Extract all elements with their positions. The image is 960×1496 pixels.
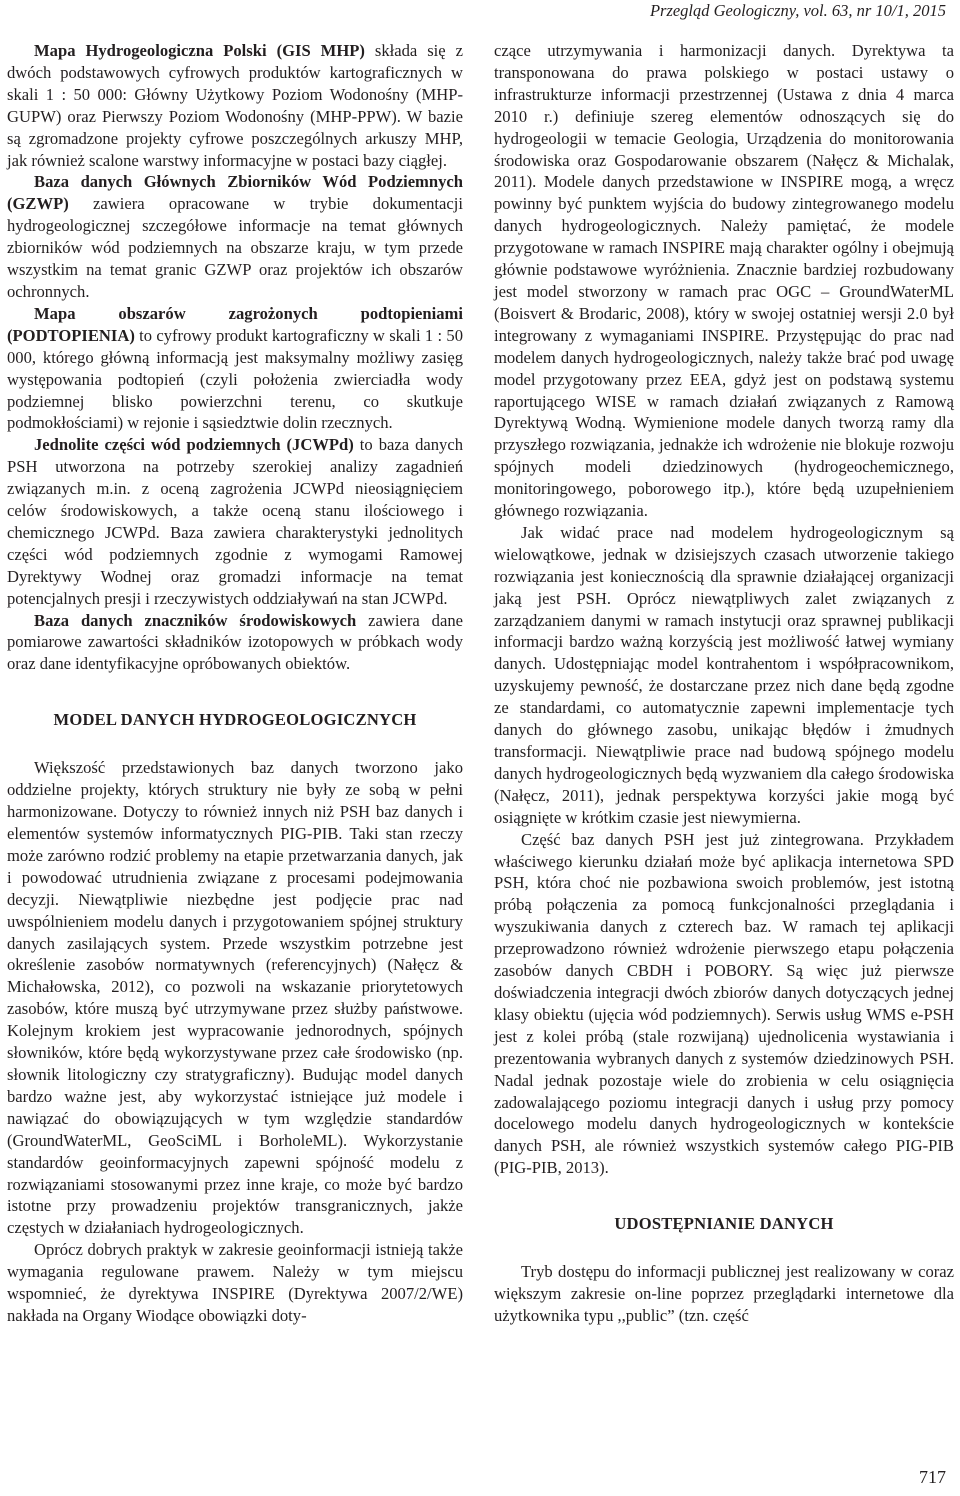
paragraph-inspire: czące utrzymywania i harmonizacji danych. Dyrektywa ta transponowana do prawa polskiego w postaci ustawy o infrastrukturze informacji przestrzennej (Ustawa z dnia 4 marca 2010 r.) definiuje szereg elementów odnoszących się do hydrogeologii w temacie Geologia, Urządzenia do monitorowania środowiska oraz Gospodarowanie obszarem (Nałęcz & Michalak, 2011). Modele danych przedstawione w INSPIRE mogą, a wręcz powinny być punktem wyjścia do budowy zintegrowanego modelu danych hydrogeologicznych. Należy pamiętać, że modele przygotowane w ramach INSPIRE mają charakter ogólny i obejmują głównie podstawowe wyróżnienia. Znacznie bardziej rozbudowany jest model stworzony w ramach prac OGC – GroundWaterML (Boisvert & Brodaric, 2008), który w swojej ostatniej wersji 2.0 był integrowany z wymaganiami INSPIRE. Przystępując do prac nad modelem danych hydrogeologicznych, należy także brać pod uwagę model przygotowany przez EEA, gdyż jest on podstawą systemu raportującego WISE w ramach działań związanych z Ramową Dyrektywą Wodną. Wymienione modele danych tworzą ramy dla przyszłego rozwiązania, jednakże ich wdrożenie nie blokuje rozwoju spójnych modeli dziedzinowych (hydrogeochemicznego, monitoringowego, poborowego itp.), które będą uzupełnieniem głównego rozwiązania. <box>494 41 954 521</box>
term-gis-mhp: Mapa Hydrogeologiczna Polski (GIS MHP) <box>34 41 365 60</box>
term-znaczniki: Baza danych znaczników środowiskowych <box>34 610 357 630</box>
running-header: Przegląd Geologiczny, vol. 63, nr 10/1, 2015 <box>649 1 946 20</box>
paragraph-model-1: Większość przedstawionych baz danych tworzono jako oddzielne projekty, których struktury nie były ze sobą w pełni harmonizowane. Dotyczy to również innych niż PSH baz danych i elementów systemów informatycznych PIG-PIB. Taki stan rzeczy może zarówno rodzić problemy na etapie przetwarzania danych, jak i powodować utrudnienia związane z procesami podejmowania decyzji. Niewątpliwie niezbędne jest podjęcie prac nad uwspólnieniem modelu danych i przygotowaniem spójnej struktury danych zasilających system. Przede wszystkim potrzebne jest określenie zasobów normatywnych (referencyjnych) (Nałęcz & Michałowska, 2012), co pozwoli na wskazanie priorytetowych zasobów, które muszą być utrzymywane przez służby państwowe. Kolejnym krokiem jest wypracowanie jednorodnych, spójnych słowników, które będą wykorzystywane przez całe środowisko (np. słownik litologiczny czy stratygraficzny). Budując model danych bardzo ważne jest, aby wykorzystać istniejące już modele i nawiązać do obowiązujących w tym względzie standardów (GroundWaterML, GeoSciML i BorholeML). Wykorzystanie standardów geoinformacyjnych zapewni spójność modelu z rozwiązaniami stosowanymi przez inne kraje, co może być bardzo istotne przy prowadzeniu projektów transgranicznych, jakże częstych w działaniach hydrogeologicznych. <box>7 758 463 1238</box>
term-podtopienia: Mapa obszarów zagrożonych podtopieniami (PODTOPIENIA) <box>7 303 463 345</box>
section-heading-udostepnianie: UDOSTĘPNIANIE DANYCH <box>614 1214 834 1234</box>
paragraph-text: składa się z dwóch podstawowych cyfrowych produktów kartograficznych w skali 1 : 50 000: Główny Użytkowy Poziom Wodonośny (MHP-GUPW) oraz Pierwszy Poziom Wodonośny (MHP-PPW). W bazie są zgromadzone projekty cyfrowe poszczególnych arkuszy MHP, jak również scalone warstwy informacyjne w postaci bazy ciągłej. <box>7 41 463 170</box>
paragraph-znaczniki <box>7 610 463 676</box>
paragraph-model-2: Oprócz dobrych praktyk w zakresie geoinformacji istnieją także wymagania regulowane prawem. Należy w tym miejscu wspomnieć, że dyrektywa INSPIRE (Dyrektywa 2007/2/WE) nakłada na Organy Wiodące obowiązki doty- <box>7 1240 463 1325</box>
right-column <box>494 40 954 1327</box>
paragraph-tryb-dostepu: Tryb dostępu do informacji publicznej jest realizowany w coraz większym zakresie on-line poprzez przeglądarki internetowe dla użytkownika typu ,,public” (tzn. część <box>494 1262 954 1325</box>
term-gzwp: Baza danych Głównych Zbiorników Wód Podziemnych (GZWP) <box>7 172 463 214</box>
paragraph-jcwpd <box>7 434 463 609</box>
paragraph-gis-mhp <box>7 40 463 171</box>
paragraph-integracja: Część baz danych PSH jest już zintegrowana. Przykładem właściwego kierunku działań może być aplikacja internetowa SPD PSH, która choć nie pozbawiona swoich problemów, jest istotną próbą połączenia za pomocą funkcjonalności przeglądania i wyszukiwania danych z czterech baz. W ramach tej aplikacji przeprowadzono również wdrożenie pierwszego etapu połączenia zasobów danych CBDH i POBORY. Są więc już pierwsze doświadczenia integracji dwóch zbiorów danych dotyczących jednej klasy obiektu (ujęcia wód podziemnych). Serwis usług WMS e-PSH jest z kolei próbą (stale rozwijaną) ujednolicenia wystawiania i prezentowania wybranych danych z systemów dziedzinowych PSH. Nadal jednak pozostaje wiele do zrobienia w celu osiągnięcia zadowalającego poziomu integracji danych i usług przy pomocy docelowego modelu danych hydrogeologicznych w kontekście danych PSH, ale również wszystkich systemów całego PIG-PIB (PIG-PIB, 2013). <box>494 829 954 1178</box>
page-number: 717 <box>919 1467 946 1487</box>
paragraph-text: zawiera opracowane w trybie dokumentacji hydrogeologicznej szczegółowe informacje na temat głównych zbiorników wód podziemnych na obszarze kraju, w tym przede wszystkim na temat granic GZWP oraz projektów ich obszarów ochronnych. <box>7 194 463 301</box>
paragraph-podtopienia <box>7 303 463 434</box>
section-heading-model-danych: MODEL DANYCH HYDROGEOLOGICZNYCH <box>53 710 417 730</box>
paragraph-text: zawiera dane pomiarowe zawartości składników izotopowych w próbkach wody oraz dane identyfikacyjne opróbowanych obiektów. <box>7 610 463 674</box>
paragraph-wielowatkowe: Jak widać prace nad modelem hydrogeologicznym są wielowątkowe, jednak w dzisiejszych czasach utworzenie takiego rozwiązania jest koniecznością dla sprawnie działającej organizacji jaką jest PSH. Oprócz niewątpliwych zalet związanych z zarządzaniem danymi w ramach instytucji oraz sprawnej publikacji informacji bardzo ważną korzyścią jest możliwość łatwej wymiany danych. Udostępniając model kontrahentom i współpracownikom, uzyskujemy pewność, że dostarczane przez nich dane będą zgodne ze standardami, co automatycznie zapewni implementacje tych danych do głównego zasobu, unikając błędów i żmudnych transformacji. Niewątpliwie prace nad budową spójnego modelu danych hydrogeologicznych będą wyzwaniem dla całego środowiska (Nałęcz, 2011), jednak perspektywa korzyści jakie mogą być osiągnięte w krótkim czasie jest niewymierna. <box>494 522 954 827</box>
left-column <box>7 40 463 1327</box>
paragraph-text: to cyfrowy produkt kartograficzny w skali 1 : 50 000, którego główną informacją jest maksymalny możliwy zasięg występowania podtopień (czyli położenia zwierciadła wody podziemnej blisko powierzchni terenu, co skutkuje podmokłościami) w rejonie i sąsiedztwie dolin rzecznych. <box>7 325 463 433</box>
paragraph-gzwp <box>7 171 463 302</box>
paragraph-text: to baza danych PSH utworzona na potrzeby szerokiej analizy zagadnień związanych m.in. z oceną zagrożenia JCWPd nieosiągnięciem celów środowiskowych, a także oceną stanu ilościowego i chemicznego JCWPd. Baza zawiera charakterystyki jednolitych części wód podziemnych zgodnie z wymogami Ramowej Dyrektywy Wodnej oraz gromadzi informacje na temat potencjalnych presji i rzeczywistych oddziaływań na stan JCWPd. <box>7 435 463 608</box>
term-jcwpd: Jednolite części wód podziemnych (JCWPd) <box>34 435 354 455</box>
